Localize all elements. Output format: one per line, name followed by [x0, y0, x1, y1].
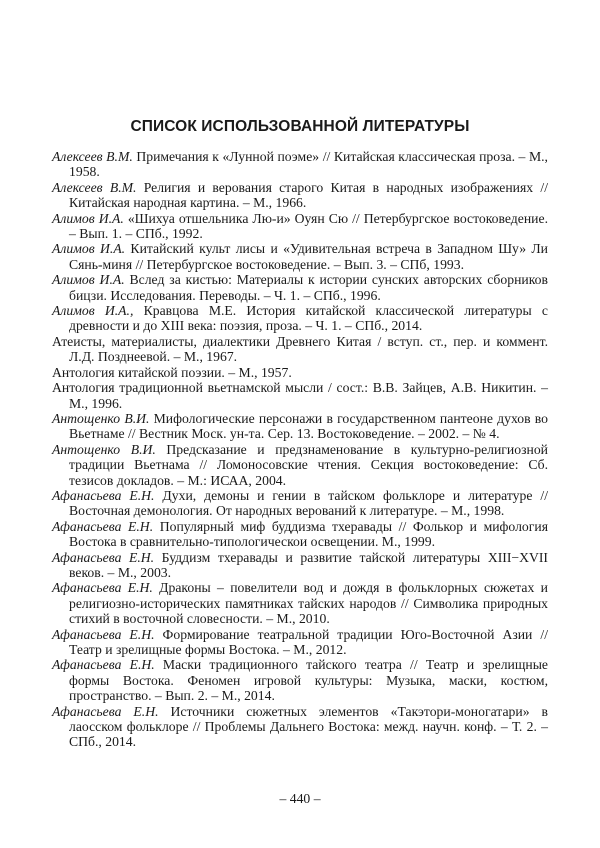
entry-text: Буддизм тхеравады и развитие тайской литературы XIII−XVII веков. – М., 2003.: [69, 549, 548, 580]
entry-text: Предсказание и предзнаменование в культурно-религиозной традиции Вьетнама // Ломоносовские чтения. Секция востоковедение: Сб. тезисов докладов. – М.: ИСАА, 2004.: [69, 441, 548, 488]
entry-text: Атеисты, материалисты, диалектики Древнего Китая / вступ. ст., пер. и коммент. Л.Д. Позднеевой. – М., 1967.: [52, 333, 548, 365]
entry-text: Духи, демоны и гении в тайском фольклоре и литературе // Восточная демонология. От народных верований к литературе. – М., 1998.: [69, 487, 548, 519]
entry-text: Источники сюжетных элементов «Такэтори-моногатари» в лаосском фольклоре // Проблемы Дальнего Востока: межд. научн. конф. – Т. 2. – СПб., 2014.: [69, 703, 548, 750]
entry-text: Религия и верования старого Китая в народных изображениях // Китайская народная картина. – М., 1966.: [69, 179, 548, 211]
entry-text: Китайский культ лисы и «Удивительная встреча в Западном Шу» Ли Сянь-миня // Петербургское востоковедение. – Вып. 3. – СПб, 1993.: [69, 241, 548, 272]
bibliography-entry: [52, 657, 548, 703]
entry-text: Популярный миф буддизма тхеравады // Фолькор и мифология Востока в сравнительно-типологическои освещении. М., 1999.: [69, 518, 549, 550]
entry-author: Алексеев В.М.: [52, 179, 137, 195]
bibliography-entry: [52, 149, 548, 180]
entry-text: Драконы – повелители вод и дождя в фольклорных сюжетах и религиозно-исторических памятниках тайских народов // Символика природных стихий в восточной словесности. – М., 2010.: [69, 580, 548, 627]
entry-text: Вслед за кистью: Материалы к истории сунских авторских сборников бицзи. Исследования. Переводы. – Ч. 1. – СПб., 1996.: [69, 272, 548, 303]
entry-author: Алимов И.А.,: [52, 303, 134, 319]
bibliography-entry: [52, 519, 548, 550]
bibliography-list: [52, 149, 548, 750]
bibliography-entry: [52, 241, 548, 272]
bibliography-entry: [52, 380, 548, 411]
page-number: – 440 –: [279, 791, 321, 806]
bibliography-entry: [52, 488, 548, 519]
entry-text: Кравцова М.Е. История китайской классической литературы с древности и до XIII века: поэзия, проза. – Ч. 1. – СПб., 2014.: [69, 303, 548, 334]
entry-text: Примечания к «Лунной поэме» // Китайская классическая проза. – М., 1958.: [69, 149, 548, 180]
entry-author: Антощенко В.И.: [52, 410, 150, 426]
entry-author: Алимов И.А.: [52, 241, 126, 257]
entry-author: Алимов И.А.: [52, 210, 124, 226]
bibliography-entry: [52, 272, 548, 303]
page-title: СПИСОК ИСПОЛЬЗОВАННОЙ ЛИТЕРАТУРЫ: [130, 118, 470, 135]
entry-author: Афанасьева Е.Н.: [52, 487, 155, 503]
bibliography-entry: [52, 627, 548, 658]
bibliography-entry: [52, 211, 548, 242]
bibliography-entry: [52, 334, 548, 365]
bibliography-entry: [52, 365, 548, 380]
entry-text: Мифологические персонажи в государственном пантеоне духов во Вьетнаме // Вестник Моск. ун-та. Сер. 13. Востоковедение. – 2002. – № 4.: [69, 410, 548, 442]
entry-author: Афанасьева Е.Н.: [52, 580, 153, 596]
bibliography-entry: [52, 180, 548, 211]
entry-text: Антология китайской поэзии. – М., 1957.: [52, 364, 292, 380]
bibliography-entry: [52, 580, 548, 626]
entry-author: Алимов И.А.: [52, 272, 125, 288]
bibliography-entry: [52, 303, 548, 334]
bibliography-entry: [52, 442, 548, 488]
bibliography-entry: [52, 550, 548, 581]
entry-author: Афанасьева Е.Н.: [52, 518, 154, 534]
entry-text: «Шихуа отшельника Лю-и» Оуян Сю // Петербургское востоковедение. – Вып. 1. – СПб., 1992.: [69, 210, 548, 242]
entry-author: Афанасьева Е.Н.: [52, 657, 155, 673]
bibliography-entry: [52, 411, 548, 442]
entry-author: Алексеев В.М.: [52, 149, 133, 164]
entry-text: Антология традиционной вьетнамской мысли / сост.: В.В. Зайцев, А.В. Никитин. – М., 1996.: [52, 380, 548, 411]
entry-text: Формирование театральной традиции Юго-Восточной Азии // Театр и зрелищные формы Востока. – М., 2012.: [69, 626, 548, 657]
entry-author: Афанасьева Е.Н.: [52, 626, 155, 642]
entry-author: Антощенко В.И.: [52, 441, 156, 457]
entry-text: Маски традиционного тайского театра // Театр и зрелищные формы Востока. Феномен игровой культуры: Музыка, маски, костюм, пространство. – Вып. 2. – М., 2014.: [69, 657, 548, 704]
bibliography-entry: [52, 704, 548, 750]
entry-author: Афанасьева Е.Н.: [52, 703, 159, 719]
entry-author: Афанасьева Е.Н.: [52, 549, 155, 565]
